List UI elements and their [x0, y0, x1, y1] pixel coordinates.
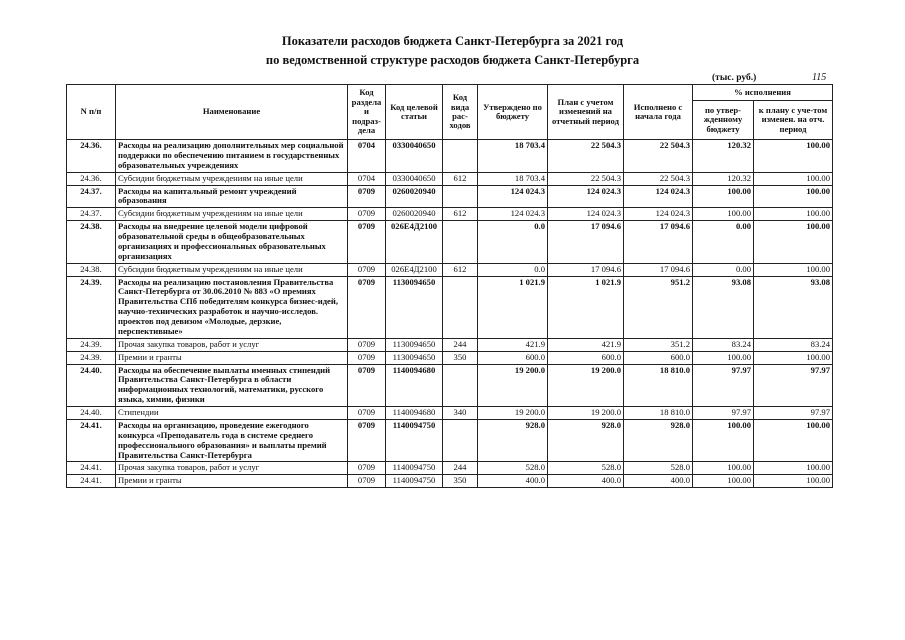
table-row — [67, 419, 833, 462]
cell-plan: 421.9 — [548, 338, 624, 351]
cell-pct-approved: 100.00 — [693, 208, 754, 221]
col-header-approved: Утверждено по бюджету — [478, 85, 548, 140]
cell-pct-plan: 100.00 — [754, 351, 833, 364]
cell-pct-approved: 120.32 — [693, 172, 754, 185]
table-row — [67, 263, 833, 276]
cell-expense-type — [443, 276, 478, 338]
cell-pct-plan: 100.00 — [754, 140, 833, 173]
cell-target: 1130094650 — [386, 351, 443, 364]
cell-expense-type: 244 — [443, 338, 478, 351]
cell-num: 24.39. — [67, 351, 116, 364]
table-row — [67, 475, 833, 488]
cell-plan: 17 094.6 — [548, 221, 624, 264]
cell-num: 24.40. — [67, 364, 116, 407]
report-title-line2: по ведомственной структуре расходов бюджета Санкт-Петербурга — [265, 53, 640, 67]
cell-num: 24.38. — [67, 221, 116, 264]
cell-expense-type: 612 — [443, 263, 478, 276]
cell-pct-plan: 100.00 — [754, 172, 833, 185]
cell-expense-type: 612 — [443, 172, 478, 185]
budget-table-body — [67, 140, 833, 488]
cell-name: Прочая закупка товаров, работ и услуг — [116, 462, 348, 475]
cell-num: 24.39. — [67, 338, 116, 351]
cell-name: Расходы на реализацию дополнительных мер социальной поддержки по обеспечению питанием в государственных образовательных учреждениях — [116, 140, 348, 173]
cell-executed: 22 504.3 — [624, 140, 693, 173]
cell-executed: 928.0 — [624, 419, 693, 462]
cell-approved: 19 200.0 — [478, 364, 548, 407]
cell-executed: 951.2 — [624, 276, 693, 338]
cell-target: 026Е4Д2100 — [386, 221, 443, 264]
cell-plan: 528.0 — [548, 462, 624, 475]
cell-pct-approved: 100.00 — [693, 419, 754, 462]
cell-target: 0260020940 — [386, 208, 443, 221]
cell-num: 24.41. — [67, 462, 116, 475]
cell-num: 24.40. — [67, 407, 116, 420]
cell-num: 24.37. — [67, 208, 116, 221]
cell-pct-plan: 97.97 — [754, 364, 833, 407]
cell-pct-approved: 83.24 — [693, 338, 754, 351]
cell-section: 0709 — [348, 462, 386, 475]
cell-pct-approved: 100.00 — [693, 462, 754, 475]
cell-name: Субсидии бюджетным учреждениям на иные цели — [116, 208, 348, 221]
cell-pct-approved: 100.00 — [693, 475, 754, 488]
cell-pct-approved: 120.32 — [693, 140, 754, 173]
cell-num: 24.39. — [67, 276, 116, 338]
col-header-expense-type: Код вида рас-ходов — [443, 85, 478, 140]
table-row — [67, 407, 833, 420]
cell-expense-type — [443, 185, 478, 208]
cell-section: 0709 — [348, 475, 386, 488]
col-header-target: Код целевой статьи — [386, 85, 443, 140]
cell-executed: 18 810.0 — [624, 407, 693, 420]
cell-section: 0709 — [348, 338, 386, 351]
cell-plan: 1 021.9 — [548, 276, 624, 338]
table-row — [67, 462, 833, 475]
cell-name: Прочая закупка товаров, работ и услуг — [116, 338, 348, 351]
cell-executed: 600.0 — [624, 351, 693, 364]
cell-num: 24.36. — [67, 140, 116, 173]
cell-executed: 528.0 — [624, 462, 693, 475]
cell-num: 24.36. — [67, 172, 116, 185]
cell-plan: 19 200.0 — [548, 407, 624, 420]
cell-executed: 22 504.3 — [624, 172, 693, 185]
cell-executed: 351.2 — [624, 338, 693, 351]
cell-pct-approved: 0.00 — [693, 263, 754, 276]
cell-pct-approved: 97.97 — [693, 407, 754, 420]
cell-pct-plan: 97.97 — [754, 407, 833, 420]
cell-plan: 928.0 — [548, 419, 624, 462]
cell-approved: 19 200.0 — [478, 407, 548, 420]
cell-plan: 19 200.0 — [548, 364, 624, 407]
cell-pct-approved: 100.00 — [693, 185, 754, 208]
cell-name: Премии и гранты — [116, 475, 348, 488]
cell-section: 0704 — [348, 140, 386, 173]
cell-approved: 18 703.4 — [478, 140, 548, 173]
cell-section: 0709 — [348, 221, 386, 264]
cell-target: 1130094650 — [386, 276, 443, 338]
cell-target: 1140094750 — [386, 462, 443, 475]
cell-pct-approved: 100.00 — [693, 351, 754, 364]
cell-target: 0330040650 — [386, 172, 443, 185]
cell-plan: 124 024.3 — [548, 208, 624, 221]
cell-num: 24.41. — [67, 419, 116, 462]
table-row — [67, 221, 833, 264]
cell-approved: 124 024.3 — [478, 208, 548, 221]
cell-name: Расходы на капитальный ремонт учреждений образования — [116, 185, 348, 208]
cell-target: 0330040650 — [386, 140, 443, 173]
table-row — [67, 185, 833, 208]
cell-approved: 124 024.3 — [478, 185, 548, 208]
cell-pct-plan: 100.00 — [754, 221, 833, 264]
cell-section: 0709 — [348, 185, 386, 208]
cell-approved: 1 021.9 — [478, 276, 548, 338]
cell-section: 0709 — [348, 364, 386, 407]
cell-approved: 528.0 — [478, 462, 548, 475]
cell-executed: 17 094.6 — [624, 221, 693, 264]
col-header-section: Код раздела и подраз-дела — [348, 85, 386, 140]
cell-expense-type — [443, 221, 478, 264]
cell-approved: 928.0 — [478, 419, 548, 462]
table-row — [67, 351, 833, 364]
table-row — [67, 276, 833, 338]
col-header-plan: План с учетом изменений на отчетный период — [548, 85, 624, 140]
cell-approved: 0.0 — [478, 263, 548, 276]
cell-pct-plan: 93.08 — [754, 276, 833, 338]
cell-plan: 17 094.6 — [548, 263, 624, 276]
cell-executed: 17 094.6 — [624, 263, 693, 276]
cell-plan: 124 024.3 — [548, 185, 624, 208]
cell-section: 0709 — [348, 351, 386, 364]
budget-table — [66, 84, 833, 488]
cell-pct-approved: 97.97 — [693, 364, 754, 407]
cell-target: 1140094680 — [386, 364, 443, 407]
cell-pct-plan: 100.00 — [754, 208, 833, 221]
cell-expense-type — [443, 140, 478, 173]
cell-num: 24.38. — [67, 263, 116, 276]
cell-target: 1140094750 — [386, 419, 443, 462]
cell-name: Стипендии — [116, 407, 348, 420]
cell-target: 026Е4Д2100 — [386, 263, 443, 276]
cell-pct-plan: 100.00 — [754, 462, 833, 475]
cell-executed: 18 810.0 — [624, 364, 693, 407]
cell-section: 0704 — [348, 172, 386, 185]
col-header-num: N п/п — [67, 85, 116, 140]
cell-plan: 600.0 — [548, 351, 624, 364]
cell-name: Расходы на реализацию постановления Правительства Санкт-Петербурга от 30.06.2010 № 883 «О премиях Правительства СПб победителям конкурса бизнес-идей, научно-технических разработок и научно-исследов. проектов под девизом «Молодые, дерзкие, перспективные» — [116, 276, 348, 338]
table-row — [67, 172, 833, 185]
cell-name: Субсидии бюджетным учреждениям на иные цели — [116, 263, 348, 276]
table-row — [67, 338, 833, 351]
report-title-line1: Показатели расходов бюджета Санкт-Петербурга за 2021 год — [281, 34, 624, 48]
cell-target: 1140094680 — [386, 407, 443, 420]
cell-section: 0709 — [348, 276, 386, 338]
cell-pct-plan: 100.00 — [754, 263, 833, 276]
table-row — [67, 208, 833, 221]
table-row — [67, 140, 833, 173]
cell-target: 1140094750 — [386, 475, 443, 488]
cell-pct-plan: 100.00 — [754, 185, 833, 208]
cell-expense-type: 350 — [443, 351, 478, 364]
table-row — [67, 364, 833, 407]
cell-num: 24.41. — [67, 475, 116, 488]
cell-plan: 22 504.3 — [548, 140, 624, 173]
cell-pct-plan: 100.00 — [754, 475, 833, 488]
cell-expense-type: 612 — [443, 208, 478, 221]
col-header-pct-group: % исполнения — [693, 85, 833, 101]
cell-section: 0709 — [348, 407, 386, 420]
cell-name: Расходы на внедрение целевой модели цифровой образовательной среды в общеобразовательных организациях и профессиональных образовательных организациях — [116, 221, 348, 264]
page-number: 115 — [812, 72, 827, 83]
cell-pct-approved: 0.00 — [693, 221, 754, 264]
cell-target: 1130094650 — [386, 338, 443, 351]
cell-expense-type: 340 — [443, 407, 478, 420]
units-label: (тыс. руб.) — [712, 73, 757, 83]
cell-expense-type — [443, 419, 478, 462]
cell-approved: 18 703.4 — [478, 172, 548, 185]
cell-name: Расходы на организацию, проведение ежегодного конкурса «Преподаватель года в системе среднего профессионального образования» и выплаты премий Правительства Санкт-Петербурга — [116, 419, 348, 462]
cell-num: 24.37. — [67, 185, 116, 208]
cell-expense-type: 244 — [443, 462, 478, 475]
cell-approved: 421.9 — [478, 338, 548, 351]
cell-plan: 400.0 — [548, 475, 624, 488]
col-header-name: Наименование — [116, 85, 348, 140]
cell-section: 0709 — [348, 419, 386, 462]
cell-pct-plan: 100.00 — [754, 419, 833, 462]
cell-pct-plan: 83.24 — [754, 338, 833, 351]
col-header-pct-approved: по утвер-жденному бюджету — [693, 100, 754, 139]
cell-approved: 0.0 — [478, 221, 548, 264]
cell-name: Премии и гранты — [116, 351, 348, 364]
cell-executed: 400.0 — [624, 475, 693, 488]
cell-executed: 124 024.3 — [624, 208, 693, 221]
col-header-pct-plan: к плану с уче-том изменен. на отч. период — [754, 100, 833, 139]
cell-section: 0709 — [348, 208, 386, 221]
cell-target: 0260020940 — [386, 185, 443, 208]
cell-name: Субсидии бюджетным учреждениям на иные цели — [116, 172, 348, 185]
cell-pct-approved: 93.08 — [693, 276, 754, 338]
cell-name: Расходы на обеспечение выплаты именных стипендий Правительства Санкт-Петербурга в области информационных технологий, математики, русского языка, химии, физики — [116, 364, 348, 407]
cell-section: 0709 — [348, 263, 386, 276]
cell-expense-type: 350 — [443, 475, 478, 488]
col-header-executed: Исполнено с начала года — [624, 85, 693, 140]
cell-expense-type — [443, 364, 478, 407]
cell-executed: 124 024.3 — [624, 185, 693, 208]
cell-approved: 600.0 — [478, 351, 548, 364]
cell-approved: 400.0 — [478, 475, 548, 488]
cell-plan: 22 504.3 — [548, 172, 624, 185]
